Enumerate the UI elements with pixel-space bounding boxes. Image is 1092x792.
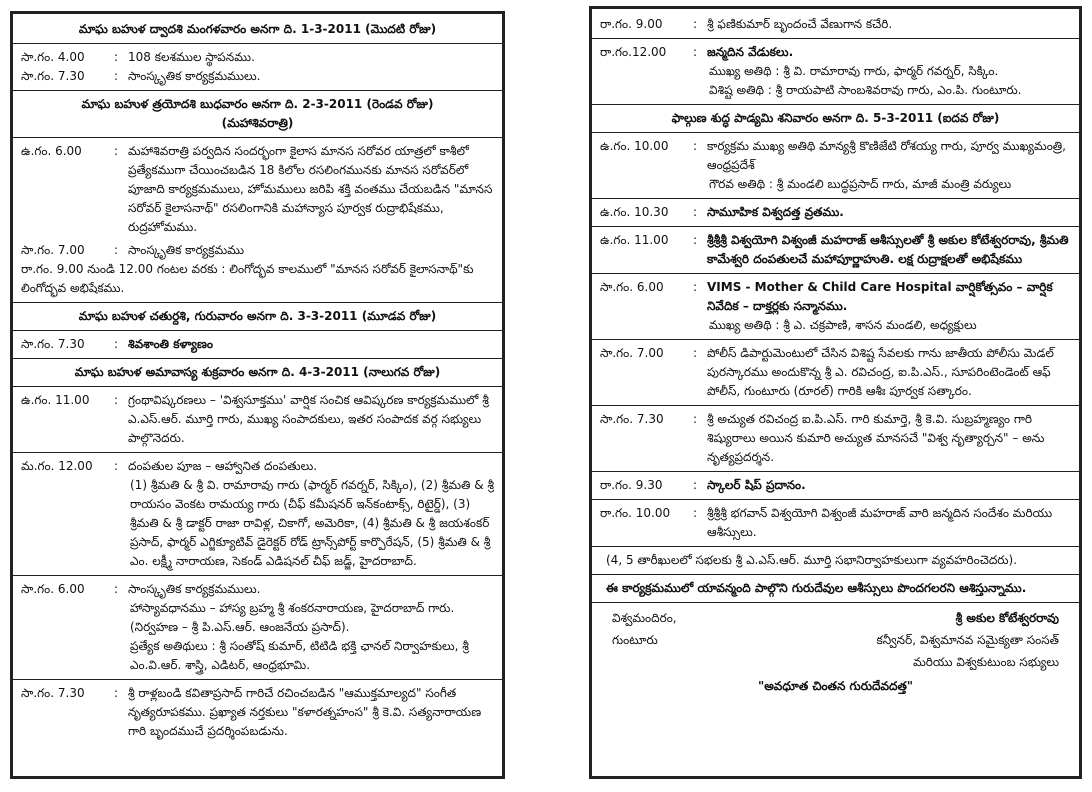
divider — [592, 38, 1079, 39]
divider — [592, 104, 1079, 105]
schedule-row — [19, 580, 496, 599]
divider — [592, 405, 1079, 406]
colon: : — [693, 205, 698, 219]
schedule-row — [598, 15, 1073, 34]
time: మ.గం. 12.00 — [21, 459, 93, 473]
signatory-members: మరియు విశ్వకుటుంబ సభ్యులు — [913, 655, 1059, 669]
description: VIMS - Mother & Child Care Hospital వార్షికోత్సవం – వార్షిక నివేదిక – దాక్తర్లకు సన్మానము. — [707, 280, 1053, 313]
time: సా.గం. 4.00 — [21, 50, 85, 64]
divider — [592, 132, 1079, 133]
description: స్కాలర్ షిప్ ప్రదానం. — [707, 478, 806, 492]
day4-heading: మాఘ బహుళ అమావాస్య శుక్రవారం అనగా ది. 4-3-2011 (నాలుగవ రోజు) — [74, 365, 441, 379]
colon: : — [693, 346, 698, 360]
divider — [592, 273, 1079, 274]
colon: : — [114, 582, 119, 596]
schedule-row — [598, 231, 1073, 269]
colon: : — [114, 50, 119, 64]
colon: : — [114, 69, 119, 83]
description: జన్మదిన వేడుకలు. — [707, 45, 794, 59]
divider — [592, 546, 1079, 547]
motto: "అవధూత చింతన గురుదేవదత్త" — [757, 679, 914, 693]
divider — [592, 339, 1079, 340]
organization-city: గుంటూరు — [612, 633, 658, 647]
signatory-name: శ్రీ అకుల కోటేశ్వరరావు — [955, 611, 1059, 625]
divider — [13, 575, 502, 576]
schedule-row — [598, 203, 1073, 222]
time: రా.గం. 9.00 — [600, 17, 663, 31]
schedule-row — [19, 335, 496, 354]
colon: : — [114, 144, 119, 158]
colon: : — [114, 393, 119, 407]
description: 108 కలశముల స్థాపనము. — [128, 50, 255, 64]
divider — [592, 226, 1079, 227]
schedule-row — [19, 391, 496, 448]
time: రా.గం. 9.00 నుండి 12.00 గంటల వరకు — [21, 262, 218, 276]
invite-note: ఈ కార్యక్రమములో యావన్మంది పాల్గొని గురుదేవుల ఆశీస్సులు పొందగలరని ఆశిస్తున్నాము. — [606, 581, 1027, 595]
divider — [592, 574, 1079, 575]
description: కార్యక్రమ ముఖ్య అతిథి మాన్యశ్రీ కొణిజేటి రోశయ్య గారు, పూర్వ ముఖ్యమంత్రి, ఆంధ్రప్రదేశ్ — [707, 139, 1066, 172]
description: శ్రీ రాళ్లబండి కవితాప్రసాద్ గారిచే రచించబడిన "ఆముక్తమాల్యద" సంగీత నృత్యరూపకము. ప్రఖ్యాత నర్తకులు "కళారత్నహంస" శ్రీ కె.వి. సత్యనారాయణ గారి బృందముచే ప్రదర్శింపబడును. — [128, 686, 482, 738]
organization-name: విశ్వమందిరం, — [612, 611, 677, 625]
colon: : — [114, 686, 119, 700]
divider — [13, 358, 502, 359]
time: సా.గం. 7.00 — [21, 243, 85, 257]
description: సాంస్కృతిక కార్యక్రమములు. — [128, 69, 261, 83]
time: ఉ.గం. 11.00 — [21, 393, 90, 407]
time: ఉ.గం. 10.00 — [600, 139, 669, 153]
colon: : — [114, 337, 119, 351]
time: రా.గం. 10.00 — [600, 506, 671, 520]
day2-heading: మాఘ బహుళ త్రయోదశి బుధవారం అనగా ది. 2-3-2011 (రెండవ రోజు) — [81, 97, 434, 111]
schedule-row — [19, 48, 496, 67]
schedule-row — [598, 43, 1073, 62]
couples-list: (1) శ్రీమతి & శ్రీ వి. రామారావు గారు (ఫార్మర్ గవర్నర్, సిక్కిం), (2) శ్రీమతి & శ్రీ రాయసం వెంకట రామయ్య గారు (చీఫ్ కమీషనర్ ఇన్‌కంటాక్స్, రిటైర్డ్), (3) శ్రీమతి & శ్రీ డాక్టర్ రాజా రావిళ్ల, చికాగో, అమెరికా, (4) శ్రీమతి & శ్రీ జయశంకర్ ప్రసాద్, ఫార్మర్ ఎగ్జిక్యూటివ్ డైరెక్టర్ రోడ్ ట్రాన్స్‌పోర్ట్ కార్పొరేషన్, (5) శ్రీమతి & శ్రీ ఎం. లక్ష్మీ నారాయణ, సెకండ్ ఎడిషనల్ చీఫ్ జడ్జ్, హైదరాబాద్. — [130, 478, 495, 568]
day2-subheading: (మహాశివరాత్రి) — [221, 116, 294, 130]
humor-avadhanam: హాస్యావధానము – హాస్య బ్రహ్మ శ్రీ శంకరనారాయణ, హైదరాబాద్ గారు. (నిర్వహణ – శ్రీ పి.ఎస్.ఆర్. ఆంజనేయ ప్రసాద్). — [130, 601, 455, 634]
time: సా.గం. 7.00 — [600, 346, 664, 360]
description: శివశాంతి కళ్యాణం — [128, 337, 213, 351]
colon: : — [221, 262, 226, 276]
description: సామూహిక విశ్వదత్త వ్రతము. — [707, 205, 844, 219]
chief-guest: ముఖ్య అతిథి : శ్రీ ఎ. చక్రపాణి, శాసన మండలి, అధ్యక్షులు — [709, 318, 977, 332]
colon: : — [114, 243, 119, 257]
description: శ్రీశ్రీశ్రీ భగవాన్ విశ్వయోగి విశ్వంజీ మహరాజ్ వారి జన్మదిన సందేశం మరియు ఆశీస్సులు. — [707, 506, 1053, 539]
colon: : — [114, 459, 119, 473]
time: సా.గం. 6.00 — [21, 582, 85, 596]
divider — [13, 137, 502, 138]
time: సా.గం. 7.30 — [21, 686, 85, 700]
schedule-row — [598, 344, 1073, 401]
time: ఉ.గం. 11.00 — [600, 233, 669, 247]
colon: : — [693, 280, 698, 294]
divider — [13, 302, 502, 303]
divider — [592, 602, 1079, 603]
colon: : — [693, 139, 698, 153]
schedule-row-wide — [19, 260, 496, 298]
description: శ్రీశ్రీశ్రీ విశ్వయోగి విశ్వంజీ మహరాజ్ ఆశీస్సులతో శ్రీ అకుల కోటేశ్వరరావు, శ్రీమతి కామేశ్వరి దంపతులచే మహాపూర్ణాహుతి. లక్ష రుద్రాక్షలతో అభిషేకము — [707, 233, 1069, 266]
schedule-row — [598, 476, 1073, 495]
description: సాంస్కృతిక కార్యక్రమము — [128, 243, 244, 257]
schedule-row — [598, 137, 1073, 175]
divider — [592, 471, 1079, 472]
divider — [592, 499, 1079, 500]
signatory-title: కన్వీనర్, విశ్వమానవ సమైక్యతా సంసత్ — [876, 633, 1059, 647]
schedule-row — [19, 142, 496, 237]
colon: : — [693, 478, 698, 492]
time: సా.గం. 7.30 — [600, 412, 664, 426]
day3-heading: మాఘ బహుళ చతుర్దశి, గురువారం అనగా ది. 3-3-2011 (మూడవ రోజు) — [78, 309, 437, 323]
time: రా.గం.12.00 — [600, 45, 667, 59]
special-guests: ప్రత్యేక అతిథులు : శ్రీ సంతోష్ కుమార్, టిటిడి భక్తి ఛానల్ నిర్వాహకులు, శ్రీ ఎం.వి.ఆర్. శాస్త్రి, ఎడిటర్, ఆంధ్రభూమి. — [130, 639, 469, 672]
description: గ్రంథావిష్కరణలు – 'విశ్వసూక్తము' వార్షిక సంచిక ఆవిష్కరణ కార్యక్రమములో శ్రీ ఎ.ఎస్.ఆర్. మూర్తి గారు, ముఖ్య సంపాదకులు, ఇతర సంపాదక వర్గ సభ్యులు పాల్గొనెదరు. — [128, 393, 489, 445]
time: రా.గం. 9.30 — [600, 478, 663, 492]
schedule-row — [19, 241, 496, 260]
description: శ్రీ ఫణికుమార్ బృందంచే వేణుగాన కచేరి. — [707, 17, 893, 31]
divider — [13, 90, 502, 91]
divider — [13, 43, 502, 44]
presiding-note: (4, 5 తారీఖులలో సభలకు శ్రీ ఎ.ఎస్.ఆర్. మూర్తి సభానిర్వాహకులుగా వ్యవహరించెదరు). — [606, 553, 1018, 567]
divider — [13, 330, 502, 331]
schedule-row — [19, 67, 496, 86]
left-page — [10, 11, 505, 779]
description: లింగోద్భవ కాలములో "మానస సరోవర్ కైలాసనాథ్"కు లింగోద్భవ అభిషేకము. — [21, 262, 474, 295]
schedule-row — [598, 278, 1073, 316]
schedule-row — [598, 504, 1073, 542]
special-guest: విశిష్ట అతిథి : శ్రీ రాయపాటి సాంబశివరావు గారు, ఎం.పి. గుంటూరు. — [709, 83, 1022, 97]
divider — [13, 452, 502, 453]
right-page — [589, 6, 1082, 779]
colon: : — [693, 412, 698, 426]
schedule-row — [19, 457, 496, 476]
description: పోలీస్ డిపార్టుమెంటులో చేసిన విశిష్ట సేవలకు గాను జాతీయ పోలీసు మెడల్ పురస్కారము అందుకొన్న శ్రీ ఎ. రవిచంద్ర, ఐ.పి.ఎస్., సూపరింటెండెంట్ ఆఫ్ పోలీస్, గుంటూరు (రూరల్) గారికి ఆశీః పూర్వక సత్కారం. — [707, 346, 1054, 398]
time: సా.గం. 7.30 — [21, 337, 85, 351]
colon: : — [693, 17, 698, 31]
schedule-row — [598, 410, 1073, 467]
divider — [13, 386, 502, 387]
colon: : — [693, 45, 698, 59]
time: ఉ.గం. 6.00 — [21, 144, 82, 158]
colon: : — [693, 233, 698, 247]
description: శ్రీ అచ్యుత రవిచంద్ర ఐ.పి.ఎస్. గారి కుమార్తె, శ్రీ కె.వి. సుబ్రహ్మణ్యం గారి శిష్యురాలు అయిన కుమారి అచ్యుత మానసచే "విశ్వ నృత్యార్చన" – అను నృత్యప్రదర్శన. — [707, 412, 1045, 464]
description: సాంస్కృతిక కార్యక్రమములు. — [128, 582, 261, 596]
time: ఉ.గం. 10.30 — [600, 205, 669, 219]
time: సా.గం. 6.00 — [600, 280, 664, 294]
colon: : — [693, 506, 698, 520]
divider — [13, 679, 502, 680]
honor-guest: గౌరవ అతిథి : శ్రీ మండలి బుద్ధప్రసాద్ గారు, మాజీ మంత్రి వర్యులు — [709, 177, 1012, 191]
description: మహాశివరాత్రి పర్వదిన సందర్భంగా కైలాస మానస సరోవర యాత్రలో కాశీలో ప్రత్యేకముగా చేయించబడిన 18 కిలోల రసలింగమునకు మానస సరోవర్‌లో పూజాది కార్యక్రమములు, హోమములు జరిపి శక్తి వంతము చేయబడిన "మానస సరోవర్ కైలాసనాథ్" రసలింగానికి మహాన్యాస పూర్వక రుద్రాభిషేకము, రుద్రహోమము. — [128, 144, 493, 234]
day1-heading: మాఘ బహుళ ద్వాదశి మంగళవారం అనగా ది. 1-3-2011 (మొదటి రోజు) — [78, 22, 437, 36]
schedule-row — [19, 684, 496, 741]
divider — [592, 198, 1079, 199]
signature-block — [598, 607, 1073, 677]
day5-heading: ఫాల్గుణ శుద్ధ పాడ్యమి శనివారం అనగా ది. 5-3-2011 (ఐదవ రోజు) — [671, 111, 1000, 125]
chief-guest: ముఖ్య అతిథి : శ్రీ వి. రామారావు గారు, ఫార్మర్ గవర్నర్, సిక్కిం. — [709, 64, 999, 78]
time: సా.గం. 7.30 — [21, 69, 85, 83]
description: దంపతుల పూజ – ఆహ్వానిత దంపతులు. — [128, 459, 318, 473]
